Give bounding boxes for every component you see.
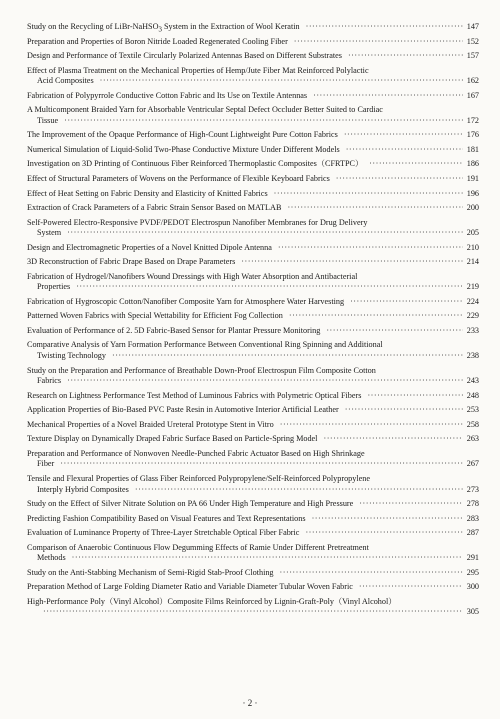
toc-entry-page: 243 bbox=[466, 376, 479, 386]
toc-entry-title: Comparison of Anaerobic Continuous Flow Degumming Effects of Ramie Under Different Pretreatment bbox=[27, 542, 369, 552]
toc-entry-title: Research on Lightness Performance Test Method of Luminous Fabrics with Polymetric Optical Fibers bbox=[27, 390, 362, 400]
toc-entry-page: 167 bbox=[466, 90, 479, 100]
toc-entry[interactable] bbox=[27, 366, 479, 387]
dot-leader bbox=[60, 459, 463, 470]
toc-entry-page: 238 bbox=[466, 351, 479, 361]
toc-entry-title: High-Performance Poly（Vinyl Alcohol）Composite Films Reinforced by Lignin-Graft-Poly（Vinyl Alcohol） bbox=[27, 596, 397, 606]
toc-entry[interactable] bbox=[27, 340, 479, 361]
dot-leader bbox=[294, 37, 463, 48]
toc-entry-title: Fabrication of Polypyrrole Conductive Cotton Fabric and Its Use on Textile Antennas bbox=[27, 90, 308, 100]
dot-leader bbox=[344, 130, 463, 141]
toc-entry-page: 291 bbox=[466, 553, 479, 563]
dot-leader bbox=[112, 351, 463, 362]
dot-leader bbox=[367, 391, 463, 402]
toc-entry-line bbox=[27, 340, 479, 351]
toc-entry-page: 196 bbox=[466, 188, 479, 198]
toc-entry-page: 263 bbox=[466, 434, 479, 444]
dot-leader bbox=[346, 145, 463, 156]
toc-entry-line bbox=[27, 543, 479, 554]
toc-entry-line bbox=[27, 228, 479, 239]
toc-entry-title: Effect of Plasma Treatment on the Mechanical Properties of Hemp/Jute Fiber Mat Reinforced Polylactic bbox=[27, 65, 369, 75]
dot-leader bbox=[67, 228, 463, 239]
dot-leader bbox=[280, 420, 463, 431]
toc-entry-line bbox=[27, 76, 479, 87]
toc-entry-page: 152 bbox=[466, 36, 479, 46]
toc-entry-line bbox=[27, 597, 479, 608]
dot-leader bbox=[359, 499, 463, 510]
toc-entry-page: 229 bbox=[466, 311, 479, 321]
toc-entry[interactable] bbox=[27, 405, 479, 416]
toc-entry-line bbox=[27, 22, 479, 33]
toc-entry-line bbox=[27, 568, 479, 579]
toc-entry-page: 267 bbox=[466, 459, 479, 469]
toc-entry-title: Effect of Heat Setting on Fabric Density and Elasticity of Knitted Fabrics bbox=[27, 188, 268, 198]
toc-entry-line bbox=[27, 376, 479, 387]
toc-entry-title: Extraction of Crack Parameters of a Fabric Strain Sensor Based on MATLAB bbox=[27, 203, 282, 213]
toc-entry-line bbox=[27, 243, 479, 254]
toc-entry-title: Fabrics bbox=[37, 376, 62, 386]
toc-entry-line bbox=[27, 449, 479, 460]
toc-entry-title: Application Properties of Bio-Based PVC Paste Resin in Automotive Interior Artificial Leather bbox=[27, 405, 339, 415]
toc-entry-title: Methods bbox=[37, 553, 66, 563]
toc-entry[interactable] bbox=[27, 499, 479, 510]
toc-entry-title: Evaluation of Luminance Property of Three-Layer Stretchable Optical Fiber Fabric bbox=[27, 528, 300, 538]
toc-entry-line bbox=[27, 203, 479, 214]
dot-leader bbox=[76, 282, 463, 293]
toc-entry[interactable] bbox=[27, 174, 479, 185]
toc-entry[interactable] bbox=[27, 543, 479, 564]
toc-entry[interactable] bbox=[27, 420, 479, 431]
toc-entry[interactable] bbox=[27, 218, 479, 239]
dot-leader bbox=[64, 116, 463, 127]
toc-entry-line bbox=[27, 420, 479, 431]
toc-entry-title: Fiber bbox=[37, 459, 55, 469]
toc-entry-page: 162 bbox=[466, 76, 479, 86]
toc-entry-title: Design and Performance of Textile Circularly Polarized Antennas Based on Different Substrates bbox=[27, 51, 342, 61]
dot-leader bbox=[312, 514, 463, 525]
toc-entry-title: Effect of Structural Parameters of Wovens on the Performance of Flexible Keyboard Fabrics bbox=[27, 173, 330, 183]
toc-entry-page: 283 bbox=[466, 513, 479, 523]
toc-entry-line bbox=[27, 159, 479, 170]
dot-leader bbox=[278, 243, 463, 254]
toc-entry-line bbox=[27, 607, 479, 618]
toc-entry-page: 287 bbox=[466, 528, 479, 538]
dot-leader bbox=[350, 297, 463, 308]
toc-entry-title: Design and Electromagnetic Properties of a Novel Knitted Dipole Antenna bbox=[27, 242, 272, 252]
toc-entry-page: 278 bbox=[466, 499, 479, 509]
toc-entry-line bbox=[27, 116, 479, 127]
toc-entry-title: Numerical Simulation of Liquid-Solid Two-Phase Conductive Mixture Under Different Models bbox=[27, 144, 340, 154]
toc-entry-line bbox=[27, 485, 479, 496]
toc-entry-line bbox=[27, 391, 479, 402]
toc-entry-line bbox=[27, 282, 479, 293]
toc-entry-line bbox=[27, 405, 479, 416]
toc-entry-page: 253 bbox=[466, 405, 479, 415]
toc-entry-line bbox=[27, 514, 479, 525]
toc-entry-title: The Improvement of the Opaque Performance of High-Count Lightweight Pure Cotton Fabrics bbox=[27, 130, 338, 140]
toc-entry-line bbox=[27, 272, 479, 283]
toc-entry[interactable] bbox=[27, 243, 479, 254]
toc-entry-title: Preparation Method of Large Folding Diameter Ratio and Variable Diameter Tubular Woven Fabric bbox=[27, 582, 353, 592]
dot-leader bbox=[274, 189, 463, 200]
toc-entry-title: Study on the Recycling of LiBr-NaHSO$_3$ System in the Extraction of Wool Keratin bbox=[27, 22, 300, 34]
toc-entry-line bbox=[27, 326, 479, 337]
dot-leader bbox=[306, 22, 463, 33]
page-number-footer: · 2 · bbox=[242, 698, 258, 708]
toc-entry-page: 214 bbox=[466, 257, 479, 267]
toc-entry[interactable] bbox=[27, 51, 479, 62]
toc-entry-title: Study on the Anti-Stabbing Mechanism of Semi-Rigid Stab-Proof Clothing bbox=[27, 567, 274, 577]
toc-entry-title: Predicting Fashion Compatibility Based on Visual Features and Text Representations bbox=[27, 513, 306, 523]
toc-entry-page: 205 bbox=[466, 228, 479, 238]
toc-entry[interactable] bbox=[27, 66, 479, 87]
toc-entry[interactable] bbox=[27, 597, 479, 618]
toc-entry-line bbox=[27, 37, 479, 48]
toc-entry-page: 305 bbox=[466, 607, 479, 617]
toc-entry-page: 248 bbox=[466, 390, 479, 400]
dot-leader bbox=[241, 257, 463, 268]
toc-entry-title: Acid Composites bbox=[37, 76, 94, 86]
toc-entry-title: Study on the Preparation and Performance of Breathable Down-Proof Electrospun Film Composite Cotton bbox=[27, 365, 376, 375]
toc-entry[interactable] bbox=[27, 22, 479, 33]
toc-entry[interactable] bbox=[27, 203, 479, 214]
dot-leader bbox=[348, 51, 463, 62]
toc-entry-line bbox=[27, 189, 479, 200]
toc-entry-line bbox=[27, 66, 479, 77]
toc-entry-line bbox=[27, 174, 479, 185]
toc-entry-title: Twisting Technology bbox=[37, 351, 106, 361]
toc-entry[interactable] bbox=[27, 326, 479, 337]
toc-entry-page: 224 bbox=[466, 296, 479, 306]
toc-entry-line bbox=[27, 91, 479, 102]
dot-leader bbox=[345, 405, 463, 416]
toc-entry-title: Self-Powered Electro-Responsive PVDF/PEDOT Electrospun Nanofiber Membranes for Drug Delivery bbox=[27, 217, 368, 227]
dot-leader bbox=[287, 203, 463, 214]
toc-entry-page: 258 bbox=[466, 419, 479, 429]
toc-entry-page: 191 bbox=[466, 173, 479, 183]
toc-entry-title: Preparation and Properties of Boron Nitride Loaded Regenerated Cooling Fiber bbox=[27, 36, 288, 46]
toc-entry-page: 295 bbox=[466, 567, 479, 577]
toc-entry-title: Preparation and Performance of Nonwoven Needle-Punched Fabric Actuator Based on High Shrinkage bbox=[27, 448, 365, 458]
toc-entry-page: 273 bbox=[466, 484, 479, 494]
toc-entry-line bbox=[27, 130, 479, 141]
toc-entry-title: Interply Hybrid Composites bbox=[37, 484, 129, 494]
toc-entry-line bbox=[27, 528, 479, 539]
toc-entry[interactable] bbox=[27, 568, 479, 579]
toc-entry[interactable] bbox=[27, 391, 479, 402]
toc-entry-page: 172 bbox=[466, 115, 479, 125]
toc-entry-page: 210 bbox=[466, 242, 479, 252]
dot-leader bbox=[135, 485, 463, 496]
dot-leader bbox=[359, 582, 463, 593]
toc-entry-page: 233 bbox=[466, 325, 479, 335]
toc-entry[interactable] bbox=[27, 37, 479, 48]
toc-entry-line bbox=[27, 297, 479, 308]
toc-entry-title: Texture Display on Dynamically Draped Fabric Surface Based on Particle-Spring Model bbox=[27, 434, 318, 444]
toc-entry[interactable] bbox=[27, 449, 479, 470]
toc-entry[interactable] bbox=[27, 105, 479, 126]
toc-entry[interactable] bbox=[27, 130, 479, 141]
toc-entry[interactable] bbox=[27, 474, 479, 495]
dot-leader bbox=[305, 528, 463, 539]
toc-entry-line bbox=[27, 145, 479, 156]
toc-entry-line bbox=[27, 582, 479, 593]
toc-entry-line bbox=[27, 257, 479, 268]
toc-entry[interactable] bbox=[27, 257, 479, 268]
dot-leader bbox=[280, 568, 463, 579]
toc-entry-title: A Multicomponent Braided Yarn for Absorbable Ventricular Septal Defect Occluder Better Suited to Cardiac bbox=[27, 105, 383, 115]
toc-entry-title: Comparative Analysis of Yarn Formation Performance Between Conventional Ring Spinning and Additional bbox=[27, 340, 383, 350]
dot-leader bbox=[289, 311, 463, 322]
dot-leader bbox=[43, 607, 463, 618]
toc-entry-page: 219 bbox=[466, 282, 479, 292]
toc-entry-title: Evaluation of Performance of 2. 5D Fabric-Based Sensor for Plantar Pressure Monitoring bbox=[27, 325, 321, 335]
dot-leader bbox=[323, 434, 463, 445]
toc-entry-page: 157 bbox=[466, 51, 479, 61]
toc-entry-title: Fabrication of Hygroscopic Cotton/Nanofiber Composite Yarn for Atmosphere Water Harvesting bbox=[27, 296, 345, 306]
toc-entry-title: Study on the Effect of Silver Nitrate Solution on PA 66 Under High Temperature and High Pressure bbox=[27, 499, 354, 509]
toc-entry[interactable] bbox=[27, 145, 479, 156]
toc-entry[interactable] bbox=[27, 91, 479, 102]
toc-entry-title: 3D Reconstruction of Fabric Drape Based on Drape Parameters bbox=[27, 257, 236, 267]
toc-entry-title: Investigation on 3D Printing of Continuous Fiber Reinforced Thermoplastic Composites（CFRTPC） bbox=[27, 159, 364, 169]
toc-entry-line bbox=[27, 105, 479, 116]
toc-entry-title: Patterned Woven Fabrics with Special Wettability for Efficient Fog Collection bbox=[27, 311, 283, 321]
toc-entry-line bbox=[27, 553, 479, 564]
toc-entry[interactable] bbox=[27, 272, 479, 293]
dot-leader bbox=[369, 159, 463, 170]
toc-entry[interactable] bbox=[27, 189, 479, 200]
toc-entry-line bbox=[27, 499, 479, 510]
toc-entry-page: 300 bbox=[466, 582, 479, 592]
toc-entry-line bbox=[27, 218, 479, 229]
toc-entry-line bbox=[27, 351, 479, 362]
toc-entry[interactable] bbox=[27, 514, 479, 525]
toc-entry[interactable] bbox=[27, 582, 479, 593]
toc-entry[interactable] bbox=[27, 311, 479, 322]
toc-entry[interactable] bbox=[27, 434, 479, 445]
table-of-contents bbox=[27, 22, 479, 622]
dot-leader bbox=[100, 76, 463, 87]
toc-entry-page: 181 bbox=[466, 144, 479, 154]
toc-entry-line bbox=[27, 51, 479, 62]
dot-leader bbox=[67, 376, 463, 387]
toc-entry-line bbox=[27, 459, 479, 470]
toc-entry-line bbox=[27, 311, 479, 322]
toc-entry-page: 147 bbox=[466, 22, 479, 31]
toc-entry-title: Fabrication of Hydrogel/Nanofibers Wound Dressings with High Water Absorption and Antibacterial bbox=[27, 271, 358, 281]
toc-entry-page: 186 bbox=[466, 159, 479, 169]
toc-entry-line bbox=[27, 474, 479, 485]
toc-entry[interactable] bbox=[27, 528, 479, 539]
toc-entry-title: Mechanical Properties of a Novel Braided Ureteral Prototype Stent in Vitro bbox=[27, 419, 274, 429]
dot-leader bbox=[326, 326, 463, 337]
toc-entry[interactable] bbox=[27, 297, 479, 308]
toc-entry-page: 200 bbox=[466, 203, 479, 213]
toc-entry-line bbox=[27, 434, 479, 445]
toc-entry-title: System bbox=[37, 228, 62, 238]
toc-entry-title: Properties bbox=[37, 282, 71, 292]
toc-entry-line bbox=[27, 366, 479, 377]
dot-leader bbox=[72, 553, 463, 564]
toc-entry[interactable] bbox=[27, 159, 479, 170]
dot-leader bbox=[336, 174, 463, 185]
toc-entry-title: Tensile and Flexural Properties of Glass Fiber Reinforced Polypropylene/Self-Reinforced Polypropylene bbox=[27, 473, 370, 483]
dot-leader bbox=[313, 91, 463, 102]
toc-entry-page: 176 bbox=[466, 130, 479, 140]
toc-entry-title: Tissue bbox=[37, 115, 59, 125]
